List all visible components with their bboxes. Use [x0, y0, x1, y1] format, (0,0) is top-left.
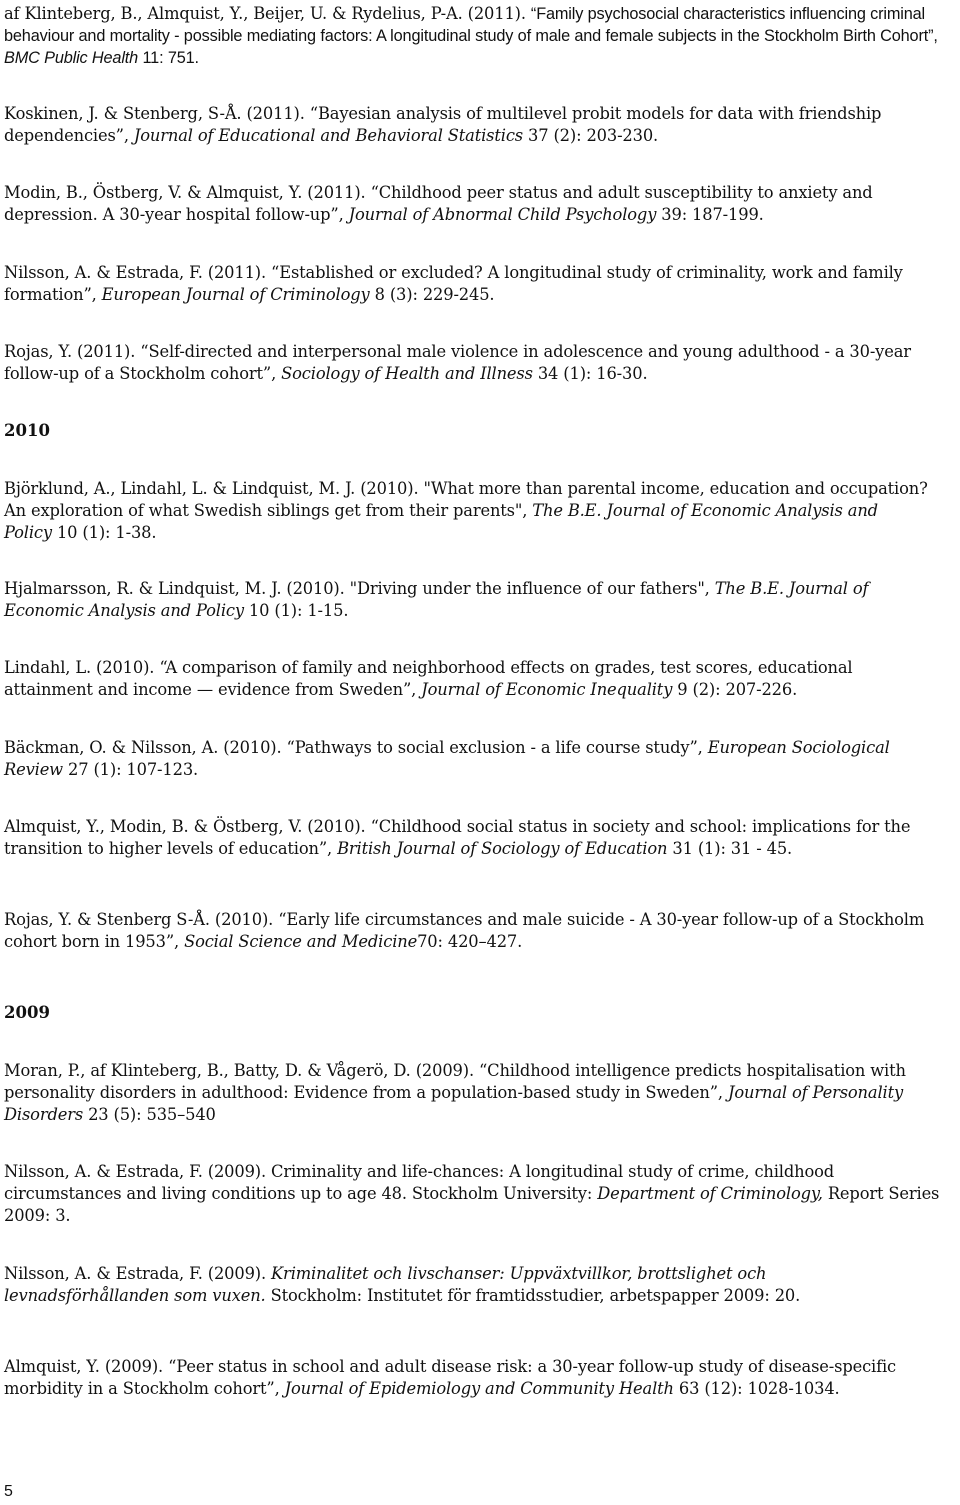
- reference-entry: [4, 909, 956, 953]
- reference-citation: Lindahl, L. (2010). “A comparison of family and neighborhood effects on grades, test scores, educational attainment and income — evidence from Sweden”,: [4, 658, 853, 699]
- reference-journal: European Sociological Review: [4, 738, 890, 779]
- reference-entry: [4, 1263, 904, 1307]
- reference-journal: Sociology of Health and Illness: [281, 364, 533, 383]
- reference-journal: Journal of Economic Inequality: [421, 680, 673, 699]
- reference-entry: [4, 657, 904, 701]
- reference-citation: Hjalmarsson, R. & Lindquist, M. J. (2010). "Driving under the influence of our fathers",: [4, 579, 715, 598]
- reference-journal: Journal of Educational and Behavioral Statistics: [133, 126, 524, 145]
- reference-volume: 9 (2): 207-226.: [672, 680, 798, 699]
- reference-citation: Moran, P., af Klinteberg, B., Batty, D. & Vågerö, D. (2009). “Childhood intelligence predicts hospitalisation with personality disorders in adulthood: Evidence from a population-based study in Sweden”,: [4, 1061, 906, 1102]
- reference-volume: 31 (1): 31 - 45.: [667, 839, 793, 858]
- reference-volume: 10 (1): 1-38.: [51, 523, 157, 542]
- reference-entry: [4, 816, 956, 860]
- reference-entry: [4, 737, 934, 781]
- reference-citation: Björklund, A., Lindahl, L. & Lindquist, M. J. (2010). "What more than parental income, education and occupation? An exploration of what Swedish siblings get from their parents",: [4, 479, 928, 520]
- reference-entry: [4, 103, 934, 147]
- reference-citation: Nilsson, A. & Estrada, F. (2009). Criminality and life-chances: A longitudinal study of crime, childhood circumstances and living conditions up to age 48. Stockholm University:: [4, 1162, 835, 1203]
- reference-entry: [4, 3, 956, 69]
- reference-publisher: Stockholm: Institutet för framtidsstudier, arbetspapper 2009: 20.: [265, 1286, 801, 1305]
- reference-journal: European Journal of Criminology: [101, 285, 370, 304]
- reference-citation: Rojas, Y. & Stenberg S-Å. (2010). “Early life circumstances and male suicide - A 30-year follow-up of a Stockholm cohort born in 1953”,: [4, 910, 925, 951]
- reference-book-title: Kriminalitet och livschanser: Uppväxtvillkor, brottslighet och levnadsförhållanden som vuxen.: [4, 1264, 767, 1305]
- reference-volume: 23 (5): 535–540: [83, 1105, 216, 1124]
- page-number: 5: [4, 1483, 13, 1500]
- reference-authors: af Klinteberg, B., Almquist, Y., Beijer, U. & Rydelius, P-A. (2011).: [4, 4, 531, 23]
- year-heading-2010: 2010: [4, 421, 50, 440]
- reference-journal: Journal of Epidemiology and Community Health: [284, 1379, 674, 1398]
- reference-volume: 8 (3): 229-245.: [369, 285, 495, 304]
- reference-journal: The B.E. Journal of Economic Analysis and Policy: [4, 501, 878, 542]
- reference-volume: 34 (1): 16-30.: [532, 364, 648, 383]
- reference-volume: 10 (1): 1-15.: [243, 601, 349, 620]
- reference-volume: 70: 420–427.: [417, 932, 523, 951]
- reference-journal: Social Science and Medicine: [184, 932, 418, 951]
- reference-entry: [4, 262, 939, 306]
- reference-entry: [4, 1161, 949, 1227]
- reference-journal: Journal of Personality Disorders: [4, 1083, 904, 1124]
- reference-entry: [4, 341, 949, 385]
- reference-title: “Family psychosocial characteristics influencing criminal behaviour and mortality - possible mediating factors: A longitudinal study of male and female subjects in the Stockholm Birth Cohort”,: [4, 5, 938, 45]
- reference-citation: Bäckman, O. & Nilsson, A. (2010). “Pathways to social exclusion - a life course study”,: [4, 738, 708, 757]
- reference-entry: [4, 1356, 956, 1400]
- reference-journal: The B.E. Journal of Economic Analysis and Policy: [4, 579, 869, 620]
- reference-citation: Nilsson, A. & Estrada, F. (2009).: [4, 1264, 272, 1283]
- reference-volume: 63 (12): 1028-1034.: [673, 1379, 840, 1398]
- reference-entry: [4, 182, 934, 226]
- reference-entry: [4, 1060, 956, 1126]
- reference-journal: Journal of Abnormal Child Psychology: [348, 205, 657, 224]
- reference-volume: 37 (2): 203-230.: [523, 126, 659, 145]
- reference-volume: 39: 187-199.: [656, 205, 764, 224]
- reference-volume: 11: 751.: [138, 49, 199, 67]
- reference-citation: Almquist, Y. (2009). “Peer status in school and adult disease risk: a 30-year follow-up study of disease-specific morbidity in a Stockholm cohort”,: [4, 1357, 897, 1398]
- reference-citation: Koskinen, J. & Stenberg, S-Å. (2011). “Bayesian analysis of multilevel probit models for data with friendship dependencies”,: [4, 104, 882, 145]
- reference-volume: Report Series 2009: 3.: [4, 1184, 940, 1225]
- reference-citation: Rojas, Y. (2011). “Self-directed and interpersonal male violence in adolescence and young adulthood - a 30-year follow-up of a Stockholm cohort”,: [4, 342, 911, 383]
- reference-entry: [4, 478, 929, 544]
- reference-citation: Nilsson, A. & Estrada, F. (2011). “Established or excluded? A longitudinal study of criminality, work and family formation”,: [4, 263, 903, 304]
- reference-entry: [4, 578, 929, 622]
- reference-journal: British Journal of Sociology of Education: [337, 839, 668, 858]
- reference-citation: Modin, B., Östberg, V. & Almquist, Y. (2011). “Childhood peer status and adult susceptibility to anxiety and depression. A 30-year hospital follow-up”,: [4, 183, 873, 224]
- reference-citation: Almquist, Y., Modin, B. & Östberg, V. (2010). “Childhood social status in society and school: implications for the transition to higher levels of education”,: [4, 817, 911, 858]
- reference-journal: Department of Criminology,: [597, 1184, 823, 1203]
- reference-volume: 27 (1): 107-123.: [62, 760, 199, 779]
- year-heading-2009: 2009: [4, 1003, 50, 1022]
- reference-journal: BMC Public Health: [4, 49, 139, 67]
